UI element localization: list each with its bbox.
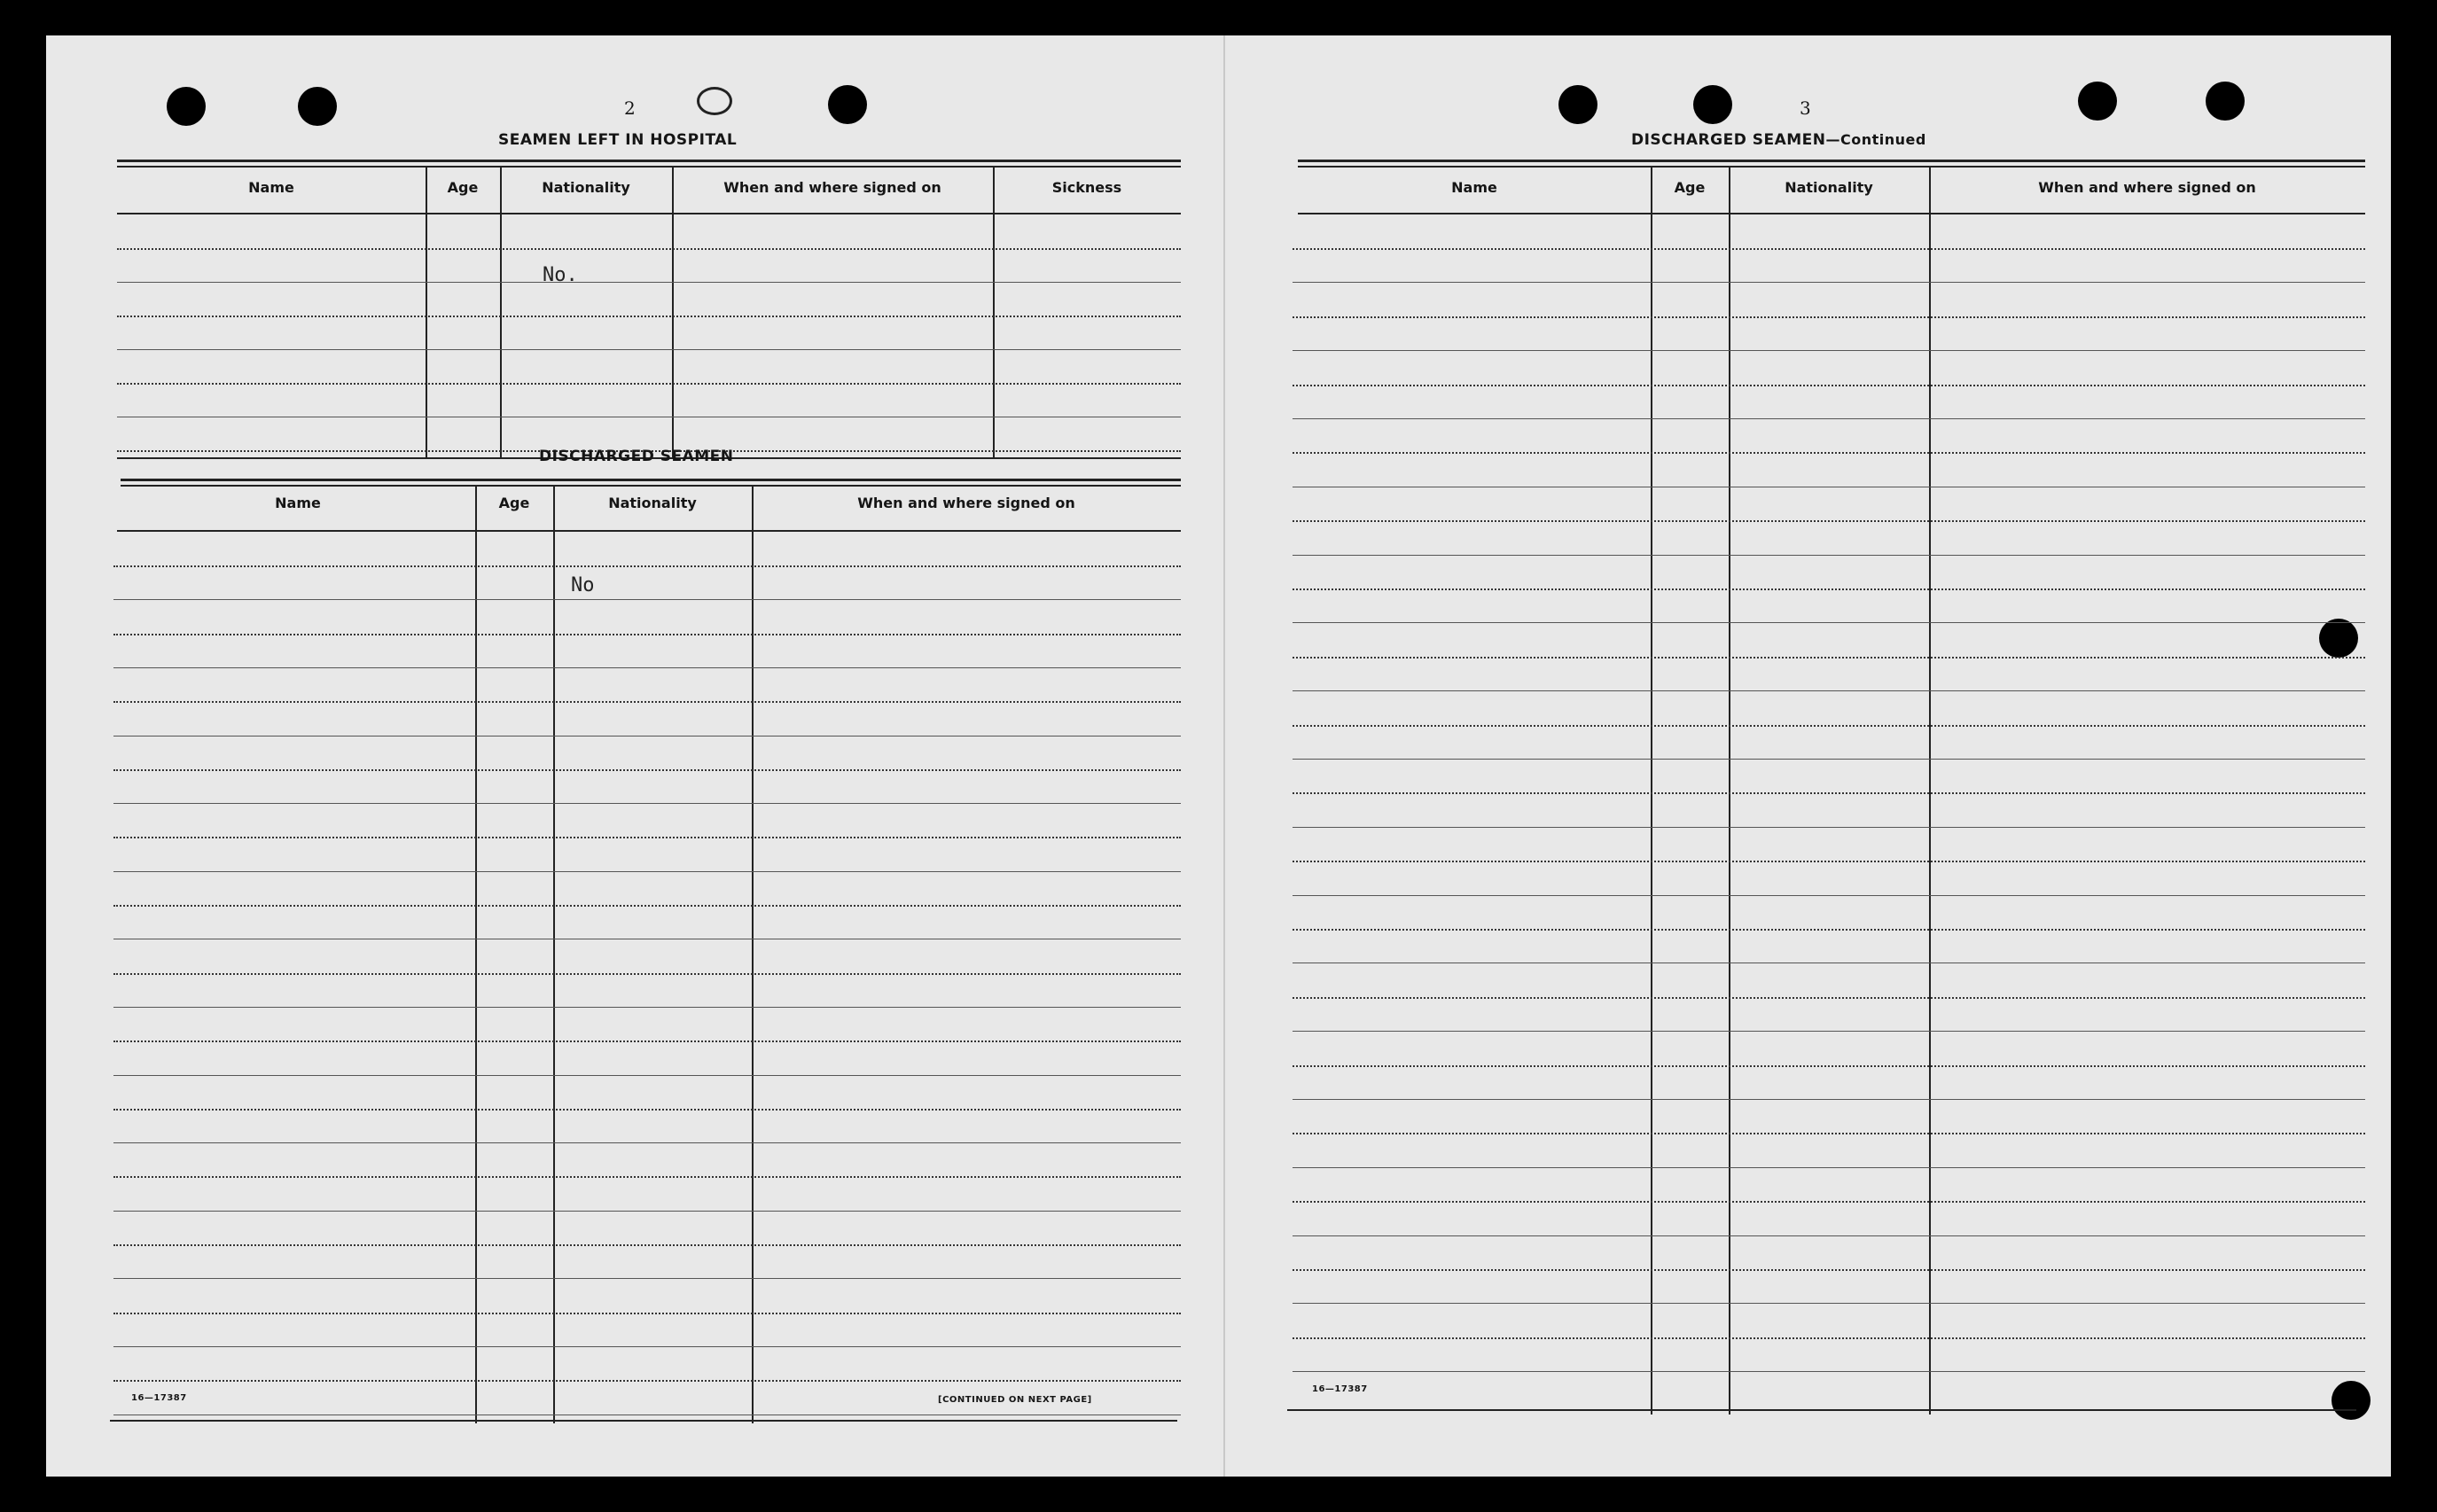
table-row-line — [1293, 1133, 2365, 1134]
table-row-line — [1293, 929, 2365, 931]
table-row-line — [1293, 895, 2365, 896]
table-bottom-rule — [110, 1420, 1177, 1422]
table-row-line — [113, 736, 1181, 737]
table-row-line — [1293, 792, 2365, 794]
col-header-sickness: Sickness — [1051, 179, 1122, 196]
table-row-line — [113, 1007, 1181, 1008]
punch-hole — [2319, 619, 2358, 658]
table-row-line — [113, 837, 1181, 838]
table-row-line — [1293, 1031, 2365, 1032]
table-row-line — [113, 1040, 1181, 1042]
table-row-line — [1293, 861, 2365, 862]
page-fold — [1223, 35, 1225, 1477]
punch-hole — [167, 87, 206, 126]
form-number: 16—17387 — [1312, 1384, 1368, 1394]
rule — [117, 166, 1181, 168]
punch-hole — [1693, 85, 1732, 124]
table-row-line — [1293, 690, 2365, 691]
col-header-age: Age — [447, 179, 479, 196]
table-row-line — [113, 871, 1181, 872]
table-row-line — [117, 316, 1181, 317]
col-header-age: Age — [498, 495, 530, 511]
table-row-line — [1293, 725, 2365, 727]
col-divider — [553, 486, 555, 1423]
title-text: DISCHARGED SEAMEN — [1631, 131, 1826, 149]
col-header-signed-on: When and where signed on — [723, 179, 941, 196]
header-rule — [117, 213, 1181, 214]
punch-hole — [2206, 82, 2245, 121]
table-row-line — [113, 599, 1181, 600]
table-row-line — [1293, 248, 2365, 250]
header-rule — [1298, 213, 2365, 214]
table-row-line — [1293, 452, 2365, 454]
table-row-line — [113, 634, 1181, 635]
table-row-line — [1293, 1337, 2365, 1339]
table-row-line — [113, 1346, 1181, 1347]
rule — [121, 479, 1181, 481]
handwritten-entry: No — [571, 574, 595, 596]
document-page — [46, 35, 2391, 1477]
rule — [121, 485, 1181, 487]
discharged-continued-title — [1631, 131, 1926, 149]
col-divider — [752, 486, 754, 1423]
col-header-signed-on: When and where signed on — [2038, 179, 2256, 196]
table-row-line — [1293, 1235, 2365, 1236]
punch-hole — [1558, 85, 1597, 124]
col-header-name: Name — [1451, 179, 1497, 196]
punch-hole — [2078, 82, 2117, 121]
table-row-line — [1293, 418, 2365, 419]
col-divider — [1729, 167, 1730, 1415]
col-header-signed-on: When and where signed on — [857, 495, 1075, 511]
col-header-nationality: Nationality — [542, 179, 630, 196]
rule — [1298, 160, 2365, 162]
page-number: 2 — [624, 97, 636, 119]
table-row-line — [1293, 282, 2365, 283]
table-row-line — [113, 1278, 1181, 1279]
table-row-line — [113, 973, 1181, 975]
col-divider — [500, 167, 502, 459]
punch-hole — [2332, 1381, 2371, 1420]
table-row-line — [113, 667, 1181, 668]
table-row-line — [113, 1211, 1181, 1212]
punch-hole — [828, 85, 867, 124]
table-row-line — [113, 1244, 1181, 1246]
table-row-line — [113, 1313, 1181, 1314]
header-rule — [117, 530, 1181, 532]
rule — [1298, 166, 2365, 168]
table-row-line — [1293, 657, 2365, 659]
hospital-title: SEAMEN LEFT IN HOSPITAL — [498, 131, 738, 149]
table-row-line — [1293, 350, 2365, 351]
punch-hole-ring — [697, 87, 732, 115]
table-row-line — [1293, 1065, 2365, 1067]
table-bottom-rule — [1287, 1409, 2356, 1411]
table-row-line — [113, 1075, 1181, 1076]
continued-note: [CONTINUED ON NEXT PAGE] — [938, 1395, 1092, 1405]
table-row-line — [1293, 622, 2365, 623]
rule — [117, 160, 1181, 162]
table-row-line — [113, 905, 1181, 907]
discharged-title: DISCHARGED SEAMEN — [539, 448, 734, 465]
table-row-line — [113, 565, 1181, 567]
table-row-line — [1293, 520, 2365, 522]
form-number: 16—17387 — [131, 1393, 187, 1403]
table-row-line — [1293, 827, 2365, 828]
table-row-line — [113, 1142, 1181, 1143]
table-row-line — [117, 349, 1181, 350]
table-row-line — [1293, 759, 2365, 760]
col-divider — [475, 486, 477, 1423]
table-row-line — [1293, 1167, 2365, 1168]
title-suffix: —Continued — [1825, 131, 1926, 148]
table-row-line — [1293, 1303, 2365, 1304]
page-number: 3 — [1800, 97, 1811, 119]
col-divider — [1929, 167, 1931, 1415]
table-row-line — [1293, 1201, 2365, 1203]
table-row-line — [1293, 316, 2365, 318]
table-row-line — [113, 1176, 1181, 1178]
punch-hole — [298, 87, 337, 126]
handwritten-entry: No. — [543, 264, 578, 286]
table-row-line — [113, 1380, 1181, 1382]
col-header-name: Name — [275, 495, 321, 511]
table-row-line — [1293, 1099, 2365, 1100]
col-divider — [1651, 167, 1652, 1415]
table-row-line — [1293, 385, 2365, 386]
table-row-line — [1293, 1269, 2365, 1271]
table-row-line — [113, 769, 1181, 771]
table-row-line — [117, 248, 1181, 250]
col-divider — [993, 167, 995, 459]
col-header-age: Age — [1674, 179, 1706, 196]
table-row-line — [113, 701, 1181, 703]
table-row-line — [113, 1109, 1181, 1111]
table-row-line — [1293, 555, 2365, 556]
col-header-name: Name — [248, 179, 294, 196]
table-row-line — [113, 803, 1181, 804]
table-row-line — [1293, 588, 2365, 590]
table-row-line — [117, 383, 1181, 385]
table-row-line — [1293, 997, 2365, 999]
table-row-line — [117, 282, 1181, 283]
col-header-nationality: Nationality — [608, 495, 697, 511]
col-header-nationality: Nationality — [1785, 179, 1873, 196]
table-row-line — [1293, 1371, 2365, 1372]
col-divider — [426, 167, 427, 459]
col-divider — [672, 167, 674, 459]
